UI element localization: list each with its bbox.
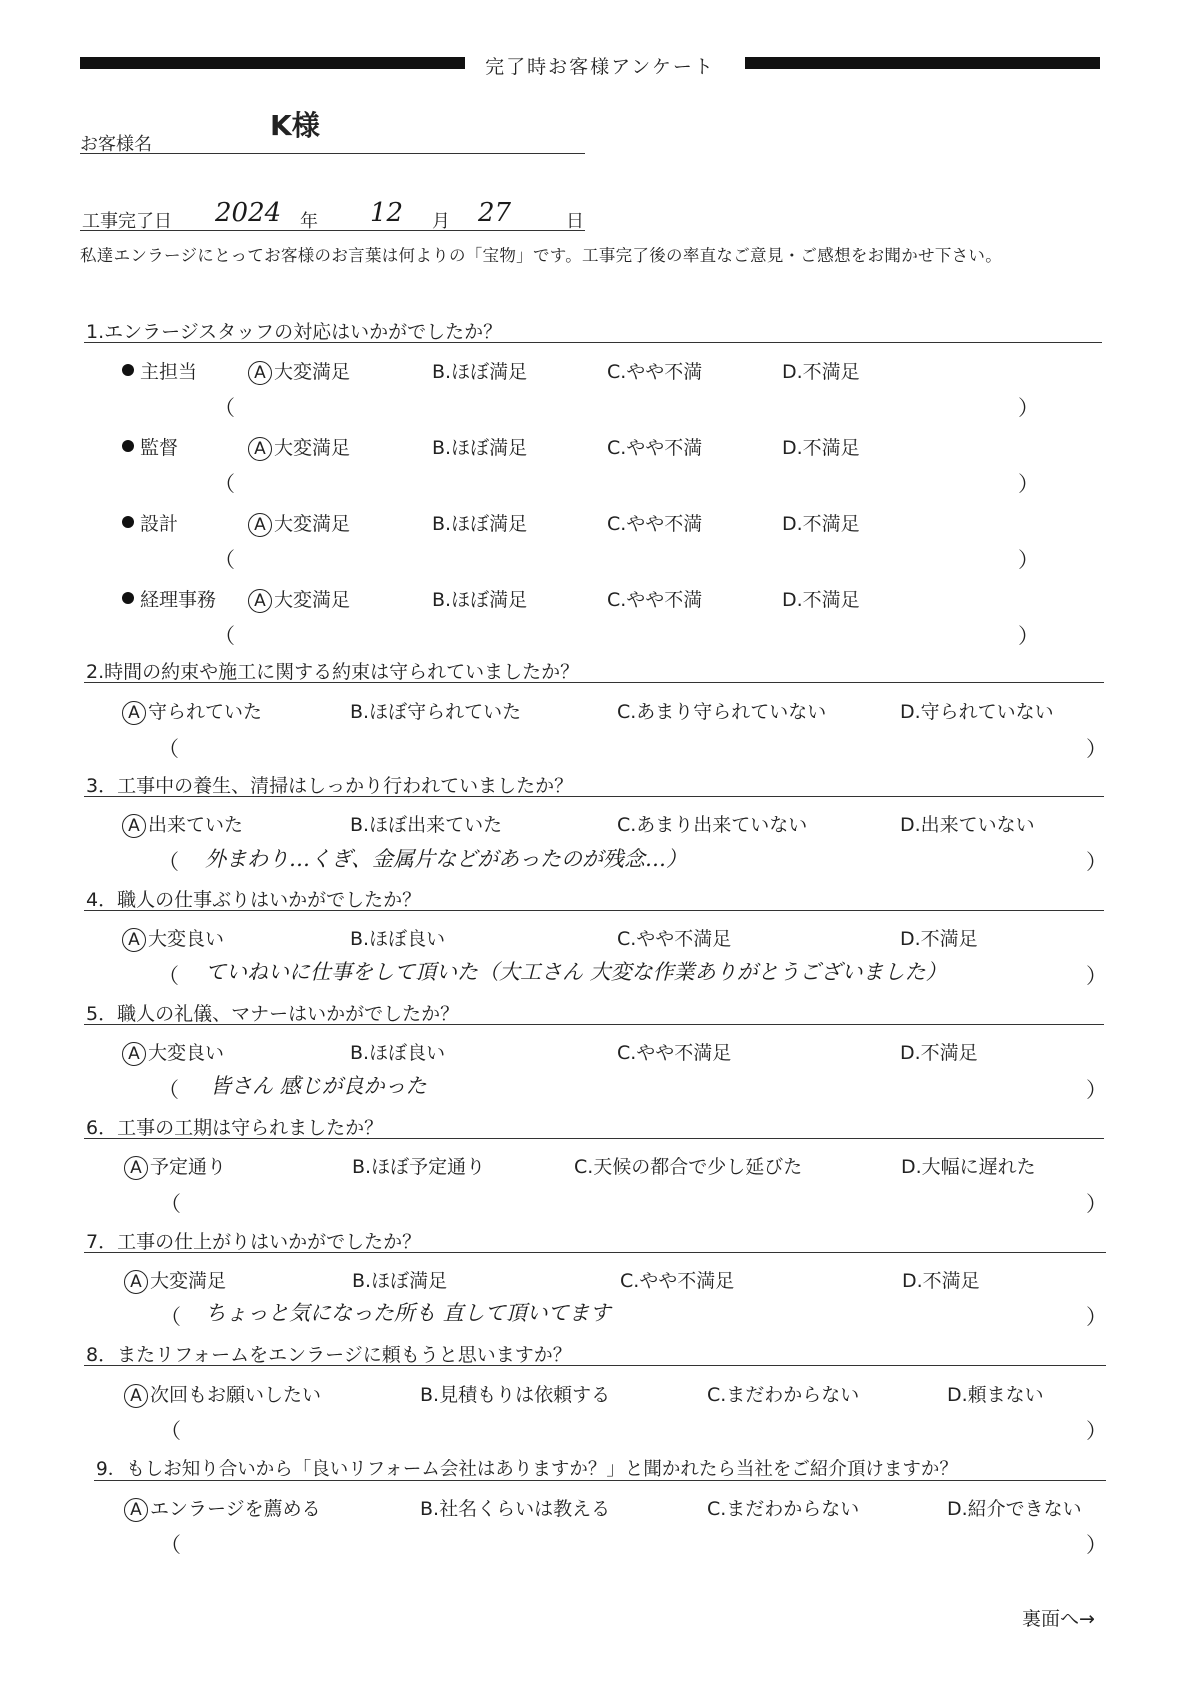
circled-a-icon: A bbox=[122, 814, 146, 838]
option-b[interactable]: B.ほぼ満足 bbox=[432, 361, 528, 383]
bullet-icon bbox=[122, 516, 134, 528]
completion-label: 工事完了日 bbox=[82, 211, 172, 232]
comment-open-paren: （ bbox=[160, 1305, 181, 1329]
bullet-icon bbox=[122, 364, 134, 376]
role-label bbox=[122, 357, 197, 384]
role-name: 主担当 bbox=[140, 361, 198, 383]
option-d[interactable]: D.守られていない bbox=[900, 701, 1054, 723]
option-c[interactable]: C.まだわからない bbox=[707, 1498, 860, 1520]
question-6-line bbox=[84, 1138, 1104, 1139]
circled-a-icon: A bbox=[248, 589, 272, 613]
comment-open-paren: （ bbox=[158, 850, 179, 874]
question-4-line bbox=[84, 910, 1104, 911]
comment-open-paren: （ bbox=[214, 624, 235, 648]
handwritten-comment: 外まわり…くぎ、金属片などがあったのが残念…） bbox=[205, 847, 687, 871]
role-label bbox=[122, 585, 216, 612]
option-d[interactable]: D.不満足 bbox=[782, 589, 860, 611]
question-6: 6．工事の工期は守られましたか？ bbox=[86, 1117, 384, 1139]
comment-close-paren: ） bbox=[1018, 624, 1039, 648]
circled-a-icon: A bbox=[124, 1384, 148, 1408]
option-b[interactable]: B.ほぼ守られていた bbox=[350, 701, 522, 723]
circled-a-icon: A bbox=[248, 361, 272, 385]
completion-day: 27 bbox=[478, 198, 512, 228]
comment-open-paren: （ bbox=[214, 472, 235, 496]
comment-close-paren: ） bbox=[1018, 396, 1039, 420]
question-1-line bbox=[84, 342, 1102, 343]
completion-underline bbox=[80, 230, 585, 231]
comment-close-paren: ） bbox=[1018, 548, 1039, 572]
header-bar-right bbox=[745, 57, 1100, 69]
role-label bbox=[122, 433, 178, 460]
option-c[interactable]: C.やや不満足 bbox=[617, 1042, 732, 1064]
option-d[interactable]: D.不満足 bbox=[782, 513, 860, 535]
question-2: 2.時間の約束や施工に関する約束は守られていましたか？ bbox=[86, 661, 580, 683]
customer-name: K様 bbox=[270, 109, 320, 142]
completion-year: 2024 bbox=[215, 198, 282, 228]
option-d[interactable]: D.大幅に遅れた bbox=[901, 1156, 1036, 1178]
option-c[interactable]: C.あまり出来ていない bbox=[617, 814, 808, 836]
handwritten-comment: ちょっと気になった所も 直して頂いてます bbox=[205, 1301, 611, 1325]
comment-close-paren: ） bbox=[1086, 1419, 1107, 1443]
comment-open-paren: （ bbox=[160, 1192, 181, 1216]
option-b[interactable]: B.見積もりは依頼する bbox=[420, 1384, 611, 1406]
option-b[interactable]: B.ほぼ満足 bbox=[432, 589, 528, 611]
option-d[interactable]: D.不満足 bbox=[900, 928, 978, 950]
option-c[interactable]: C.まだわからない bbox=[707, 1384, 860, 1406]
option-a-selected[interactable]: A 大変満足 bbox=[248, 433, 350, 461]
role-label bbox=[122, 509, 178, 536]
comment-open-paren: （ bbox=[160, 1533, 181, 1557]
option-b[interactable]: B.ほぼ良い bbox=[350, 1042, 446, 1064]
option-d[interactable]: D.不満足 bbox=[902, 1270, 980, 1292]
role-name: 経理事務 bbox=[140, 589, 217, 611]
question-5: 5．職人の礼儀、マナーはいかがでしたか？ bbox=[86, 1003, 460, 1025]
comment-open-paren: （ bbox=[158, 737, 179, 761]
header-bar-left bbox=[80, 57, 465, 69]
question-9-line bbox=[94, 1480, 1106, 1481]
comment-open-paren: （ bbox=[214, 548, 235, 572]
option-a-selected[interactable]: A 大変満足 bbox=[124, 1266, 226, 1294]
completion-day-unit: 日 bbox=[566, 211, 584, 232]
question-3: 3．工事中の養生、清掃はしっかり行われていましたか？ bbox=[86, 775, 574, 797]
option-c[interactable]: C.やや不満足 bbox=[620, 1270, 735, 1292]
question-2-line bbox=[84, 682, 1104, 683]
comment-close-paren: ） bbox=[1086, 1305, 1107, 1329]
comment-close-paren: ） bbox=[1086, 737, 1107, 761]
option-b[interactable]: B.社名くらいは教える bbox=[420, 1498, 611, 1520]
option-a-selected[interactable]: A 大変良い bbox=[122, 924, 224, 952]
comment-open-paren: （ bbox=[160, 1419, 181, 1443]
question-5-line bbox=[84, 1024, 1104, 1025]
option-b[interactable]: B.ほぼ出来ていた bbox=[350, 814, 503, 836]
option-b[interactable]: B.ほぼ良い bbox=[350, 928, 446, 950]
option-a-selected[interactable]: A 出来ていた bbox=[122, 810, 243, 838]
question-7: 7．工事の仕上がりはいかがでしたか？ bbox=[86, 1231, 422, 1253]
option-b[interactable]: B.ほぼ予定通り bbox=[352, 1156, 486, 1178]
option-d[interactable]: D.不満足 bbox=[900, 1042, 978, 1064]
comment-close-paren: ） bbox=[1086, 1533, 1107, 1557]
option-c[interactable]: C.やや不満 bbox=[607, 589, 703, 611]
circled-a-icon: A bbox=[124, 1498, 148, 1522]
circled-a-icon: A bbox=[124, 1270, 148, 1294]
circled-a-icon: A bbox=[122, 928, 146, 952]
question-4: 4．職人の仕事ぶりはいかがでしたか？ bbox=[86, 889, 422, 911]
option-c[interactable]: C.やや不満 bbox=[607, 513, 703, 535]
option-d[interactable]: D.不満足 bbox=[782, 437, 860, 459]
option-d[interactable]: D.出来ていない bbox=[900, 814, 1035, 836]
option-d[interactable]: D.不満足 bbox=[782, 361, 860, 383]
option-a-selected[interactable]: A 次回もお願いしたい bbox=[124, 1380, 321, 1408]
circled-a-icon: A bbox=[248, 437, 272, 461]
comment-close-paren: ） bbox=[1086, 964, 1107, 988]
circled-a-icon: A bbox=[122, 1042, 146, 1066]
circled-a-icon: A bbox=[248, 513, 272, 537]
question-3-line bbox=[84, 796, 1104, 797]
comment-open-paren: （ bbox=[214, 396, 235, 420]
option-a-selected[interactable]: A 予定通り bbox=[124, 1152, 226, 1180]
option-c[interactable]: C.天候の都合で少し延びた bbox=[574, 1156, 803, 1178]
option-c[interactable]: C.あまり守られていない bbox=[617, 701, 827, 723]
option-d[interactable]: D.紹介できない bbox=[947, 1498, 1082, 1520]
customer-label: お客様名 bbox=[80, 134, 152, 155]
bullet-icon bbox=[122, 592, 134, 604]
survey-title: 完了時お客様アンケート bbox=[485, 56, 715, 78]
role-name: 監督 bbox=[140, 437, 179, 459]
circled-a-icon: A bbox=[124, 1156, 148, 1180]
next-page-link[interactable]: 裏面へ→ bbox=[1022, 1608, 1095, 1630]
option-c[interactable]: C.やや不満足 bbox=[617, 928, 732, 950]
option-c[interactable]: C.やや不満 bbox=[607, 437, 703, 459]
comment-close-paren: ） bbox=[1086, 1078, 1107, 1102]
option-b[interactable]: B.ほぼ満足 bbox=[352, 1270, 448, 1292]
question-7-line bbox=[84, 1252, 1106, 1253]
comment-close-paren: ） bbox=[1086, 850, 1107, 874]
option-a-selected[interactable]: A 大変良い bbox=[122, 1038, 224, 1066]
comment-open-paren: （ bbox=[158, 1078, 179, 1102]
question-8: 8．またリフォームをエンラージに頼もうと思いますか？ bbox=[86, 1344, 572, 1366]
comment-close-paren: ） bbox=[1086, 1192, 1107, 1216]
question-9: 9．もしお知り合いから「良いリフォーム会社はありますか？」と聞かれたら当社をご紹介頂けますか？ bbox=[96, 1459, 958, 1480]
bullet-icon bbox=[122, 440, 134, 452]
intro-text: 私達エンラージにとってお客様のお言葉は何よりの「宝物」です。工事完了後の率直なご意見・ご感想をお聞かせ下さい。 bbox=[80, 246, 1003, 265]
option-a-selected[interactable]: A 守られていた bbox=[122, 697, 262, 725]
role-name: 設計 bbox=[140, 513, 179, 535]
question-1: 1.エンラージスタッフの対応はいかがでしたか？ bbox=[86, 321, 503, 343]
handwritten-comment: 皆さん 感じが良かった bbox=[210, 1074, 427, 1098]
option-c[interactable]: C.やや不満 bbox=[607, 361, 703, 383]
option-b[interactable]: B.ほぼ満足 bbox=[432, 513, 528, 535]
comment-close-paren: ） bbox=[1018, 472, 1039, 496]
completion-month: 12 bbox=[370, 198, 404, 228]
option-a-selected[interactable]: A 大変満足 bbox=[248, 357, 350, 385]
question-8-line bbox=[84, 1365, 1106, 1366]
completion-month-unit: 月 bbox=[432, 211, 450, 232]
option-a-selected[interactable]: A 大変満足 bbox=[248, 585, 350, 613]
option-d[interactable]: D.頼まない bbox=[947, 1384, 1044, 1406]
option-b[interactable]: B.ほぼ満足 bbox=[432, 437, 528, 459]
comment-open-paren: （ bbox=[158, 964, 179, 988]
customer-underline bbox=[80, 153, 585, 154]
circled-a-icon: A bbox=[122, 701, 146, 725]
option-a-selected[interactable]: A 大変満足 bbox=[248, 509, 350, 537]
option-a-selected[interactable]: A エンラージを薦める bbox=[124, 1494, 321, 1522]
completion-year-unit: 年 bbox=[300, 211, 318, 232]
handwritten-comment: ていねいに仕事をして頂いた（大工さん 大変な作業ありがとうございました） bbox=[205, 960, 947, 984]
